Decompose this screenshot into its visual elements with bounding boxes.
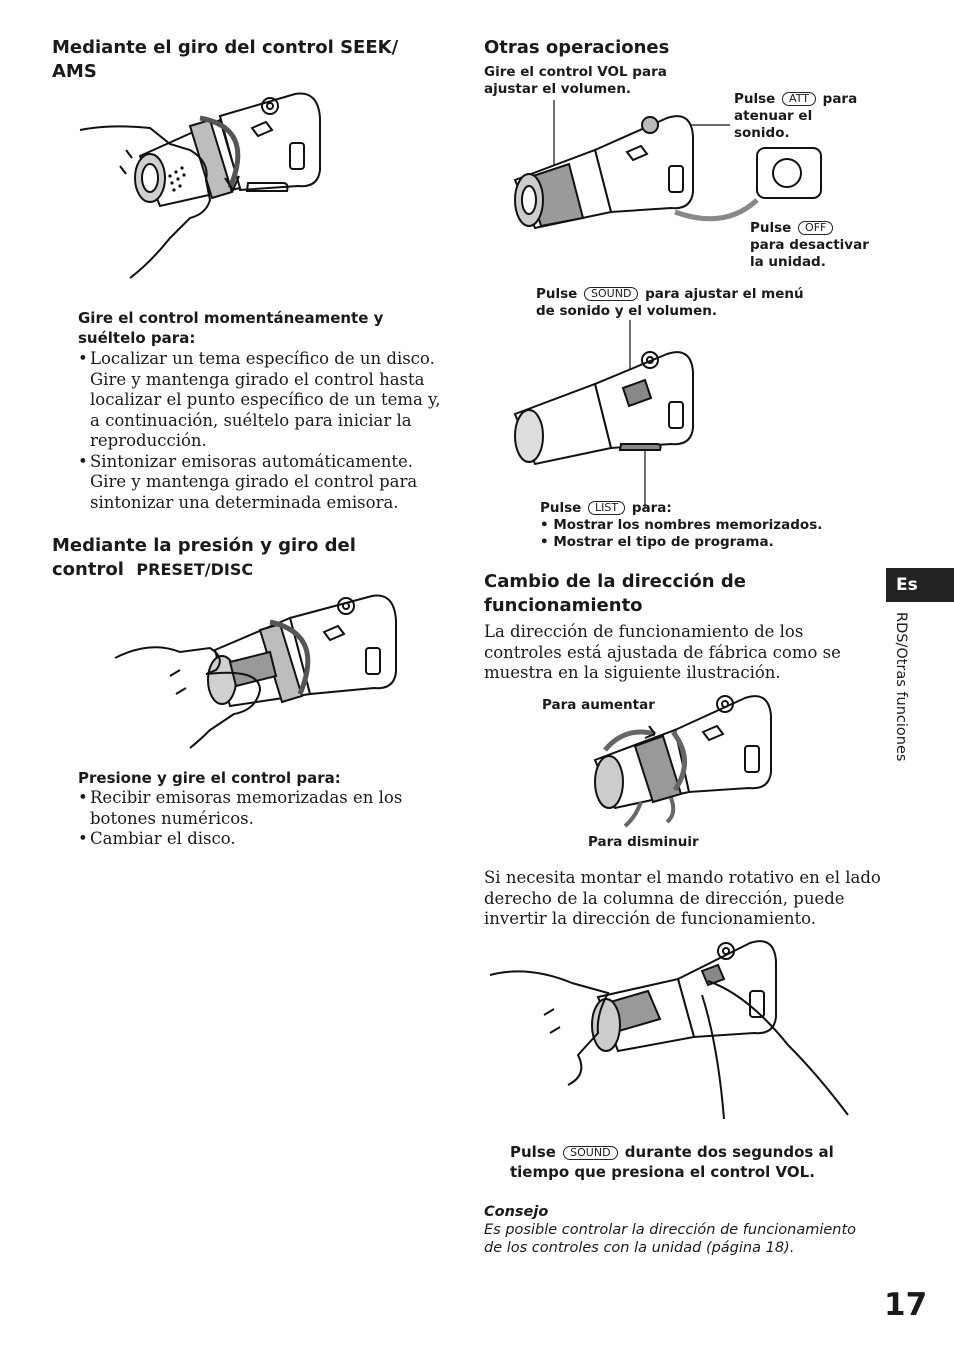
vol-label: Gire el control VOL para ajustar el volumen. [484, 64, 667, 97]
seek-ams-illustration [70, 88, 330, 283]
final-instruction: Pulse SOUND durante dos segundos al tiempo que presiona el control VOL. [510, 1143, 834, 1181]
sound-list-illustration [505, 320, 705, 510]
para-aumentar-label: Para aumentar [542, 697, 655, 713]
section-side-label: RDS/Otras funciones [893, 612, 909, 762]
list-item: • Mostrar los nombres memorizados. [540, 517, 823, 533]
preset-bullet-list [78, 788, 448, 850]
seek-ams-heading: Mediante el giro del control SEEK/ AMS [52, 37, 399, 82]
list-key: LIST [588, 501, 625, 515]
preset-disc-heading: Mediante la presión y giro del control PRESET/DISC [52, 535, 356, 580]
off-label: Pulse OFF para desactivar la unidad. [750, 220, 869, 270]
language-tab: Es [886, 568, 954, 602]
att-key: ATT [782, 92, 816, 106]
tip-title: Consejo [484, 1204, 549, 1220]
preset-disc-illustration [110, 590, 410, 750]
seek-bullet-list [78, 349, 448, 513]
sound-label: Pulse SOUND para ajustar el menú de sonido y el volumen. [536, 286, 804, 319]
direction-heading: Cambio de la dirección de funcionamiento [484, 571, 746, 616]
sound-key: SOUND [563, 1146, 617, 1160]
invert-text: Si necesita montar el mando rotativo en el lado derecho de la columna de dirección, puede invertir la dirección de funcionamiento. [484, 868, 881, 928]
other-operations-heading: Otras operaciones [484, 37, 670, 58]
list-label: Pulse LIST para: • Mostrar los nombres memorizados. • Mostrar el tipo de programa. [540, 500, 823, 550]
para-disminuir-label: Para disminuir [588, 834, 699, 850]
seek-caption: Gire el control momentáneamente y suéltelo para: [78, 309, 384, 347]
preset-caption: Presione y gire el control para: [78, 769, 341, 787]
att-label: Pulse ATT para atenuar el sonido. [734, 91, 858, 141]
list-item: • Cambiar el disco. [78, 829, 236, 848]
invert-direction-illustration [488, 935, 858, 1120]
vol-att-illustration [505, 100, 835, 240]
list-item: • Sintonizar emisoras automáticamente. Gire y mantenga girado el control para sintonizar una determinada emisora. [78, 451, 418, 512]
list-item: • Mostrar el tipo de programa. [540, 534, 774, 550]
list-item: • Recibir emisoras memorizadas en los botones numéricos. [78, 788, 403, 828]
off-key: OFF [798, 221, 833, 235]
direction-text: La dirección de funcionamiento de los controles está ajustada de fábrica como se muestra en la siguiente ilustración. [484, 622, 841, 682]
direction-illustration [585, 690, 785, 830]
sound-key: SOUND [584, 287, 638, 301]
tip-block: Consejo Es posible controlar la dirección de funcionamiento de los controles con la unidad (página 18). [484, 1204, 857, 1256]
page-number: 17 [884, 1287, 928, 1323]
list-item: • Localizar un tema específico de un disco. Gire y mantenga girado el control hasta localizar el punto específico de un tema y, a continuación, suéltelo para iniciar la reproducción. [78, 349, 441, 450]
